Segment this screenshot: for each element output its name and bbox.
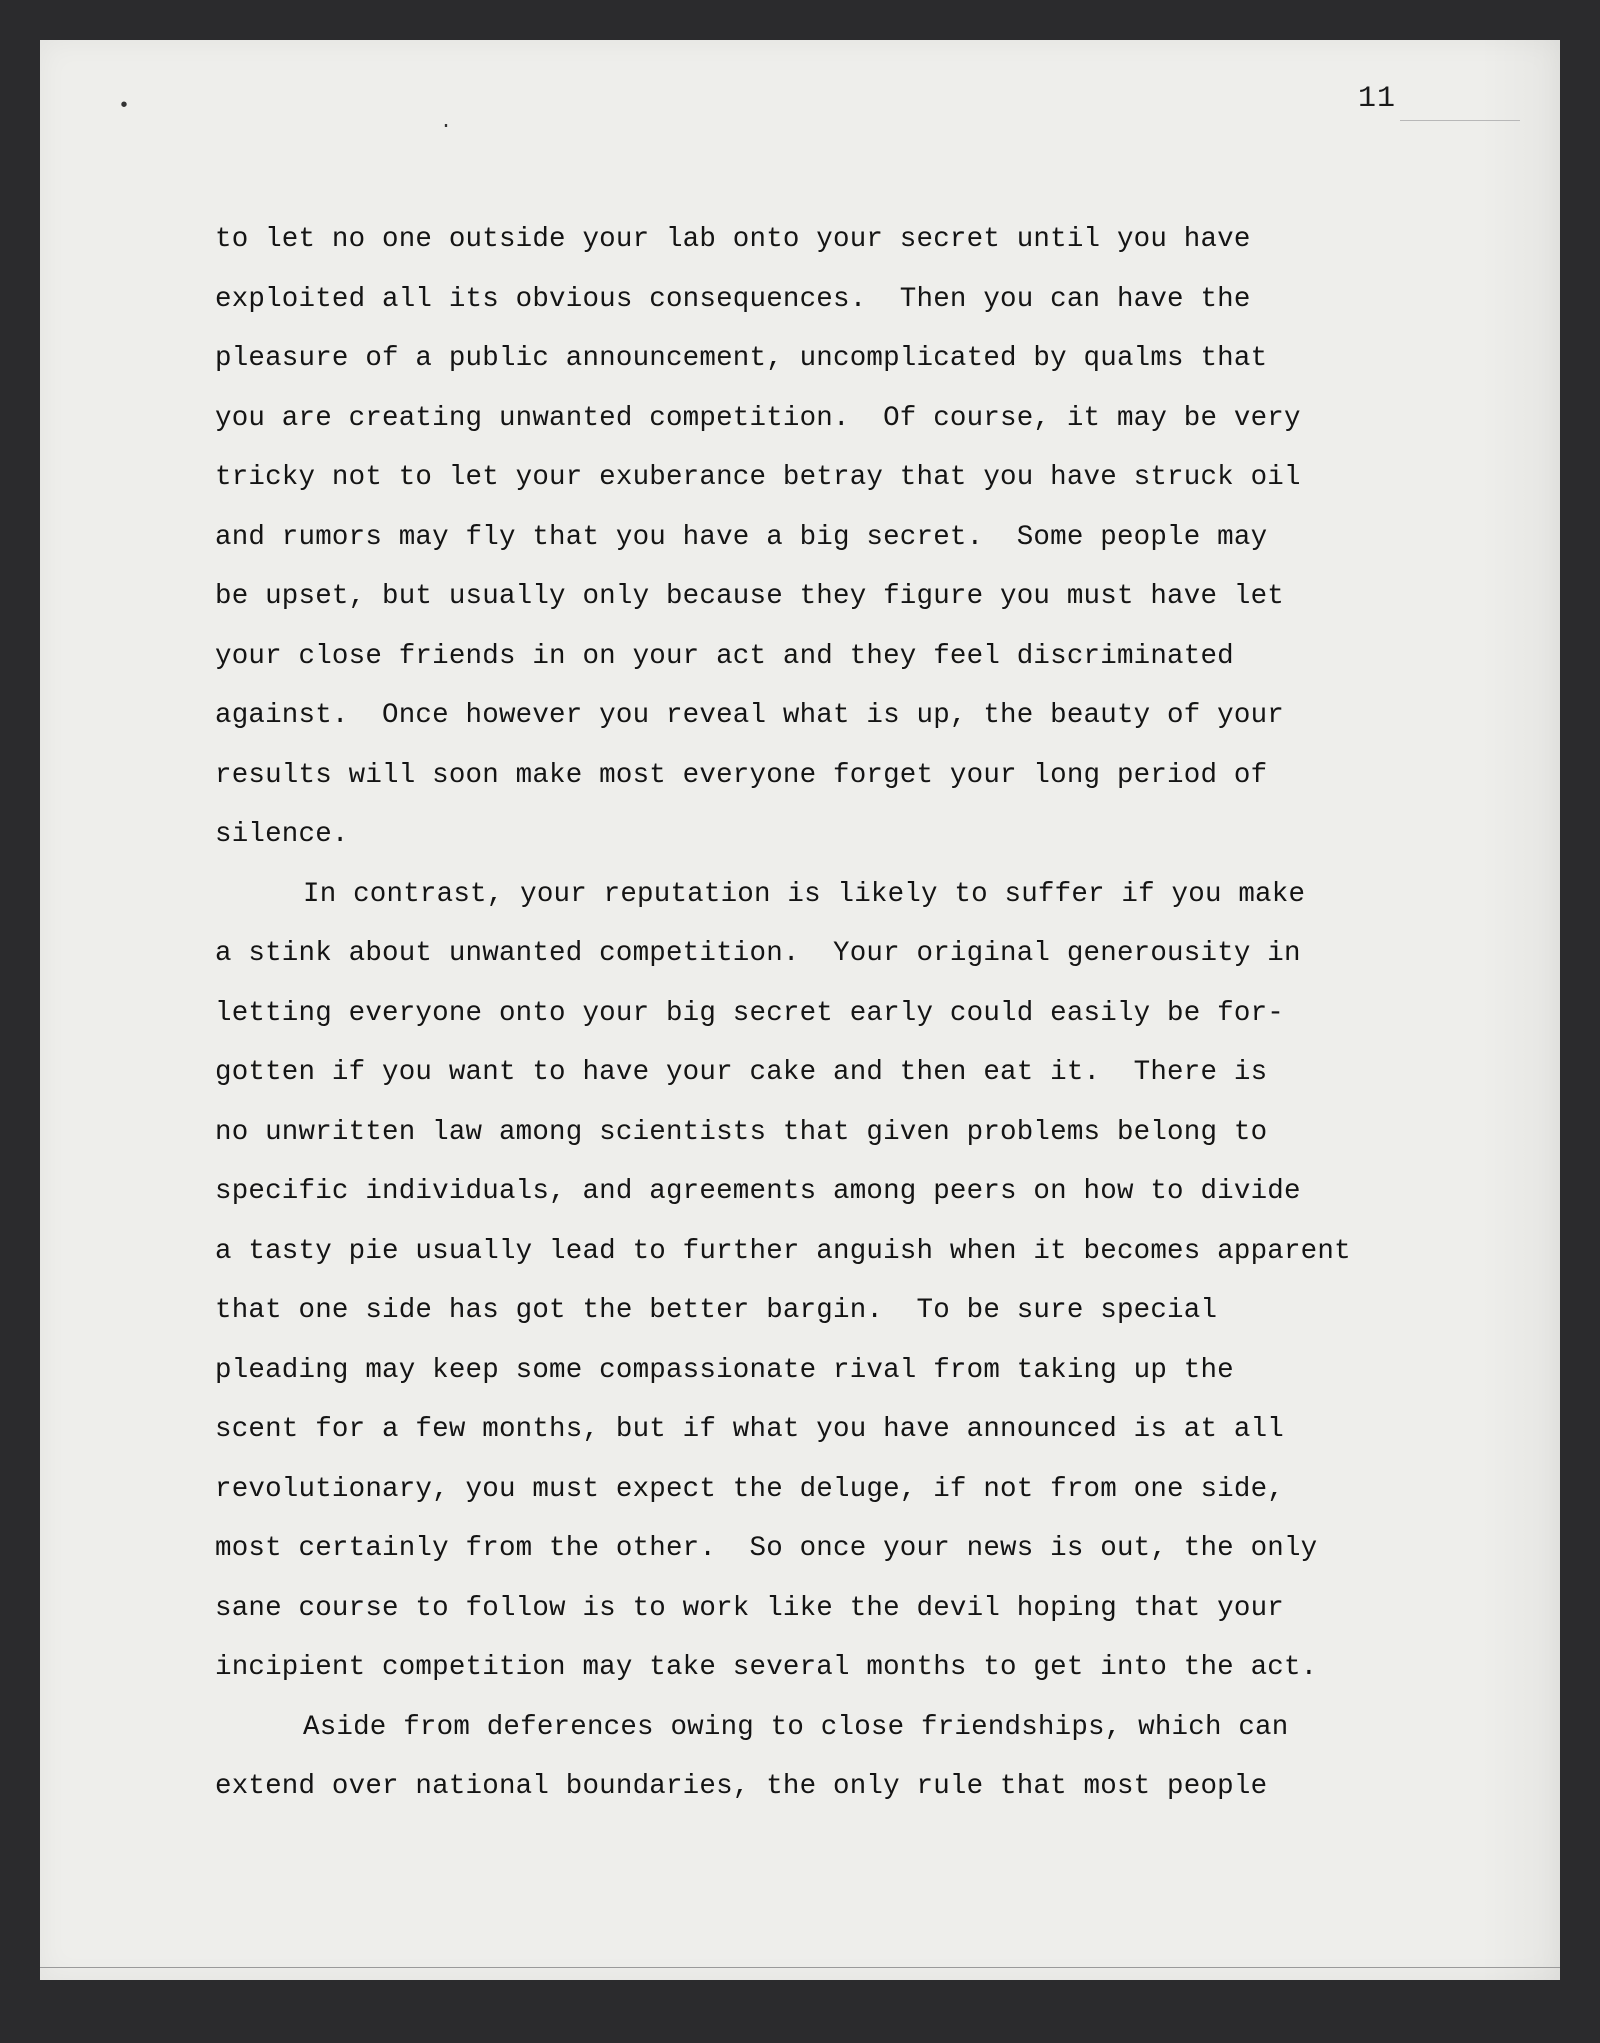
stray-mark: ·	[440, 115, 453, 138]
paragraph-2	[215, 865, 1475, 1698]
text-line: a stink about unwanted competition. Your original generousity in	[215, 938, 1301, 969]
page-bottom-edge	[40, 1967, 1560, 1968]
text-line: your close friends in on your act and they feel discriminated	[215, 640, 1234, 672]
text-line: and rumors may fly that you have a big secret. Some people may	[215, 521, 1268, 553]
text-line: revolutionary, you must expect the deluge, if not from one side,	[215, 1473, 1284, 1505]
text-line: sane course to follow is to work like the devil hoping that your	[215, 1592, 1284, 1624]
stray-mark: •	[118, 95, 131, 118]
text-line: pleading may keep some compassionate rival from taking up the	[215, 1354, 1234, 1386]
text-line: most certainly from the other. So once your news is out, the only	[215, 1533, 1318, 1564]
typewritten-page	[40, 40, 1560, 1980]
text-line: results will soon make most everyone forget your long period of	[215, 759, 1268, 791]
text-line: scent for a few months, but if what you have announced is at all	[215, 1414, 1284, 1445]
text-line: extend over national boundaries, the only rule that most people	[215, 1771, 1268, 1802]
paragraph-3	[215, 1698, 1475, 1817]
text-line: a tasty pie usually lead to further anguish when it becomes apparent	[215, 1235, 1351, 1267]
text-line: tricky not to let your exuberance betray that you have struck oil	[215, 462, 1301, 493]
text-line: incipient competition may take several months to get into the act.	[215, 1652, 1318, 1683]
paragraph-1	[215, 210, 1475, 865]
text-line: gotten if you want to have your cake and then eat it. There is	[215, 1057, 1268, 1088]
text-line: be upset, but usually only because they figure you must have let	[215, 581, 1284, 612]
text-line: Aside from deferences owing to close friendships, which can	[303, 1711, 1289, 1743]
text-line: specific individuals, and agreements among peers on how to divide	[215, 1176, 1301, 1207]
text-line: pleasure of a public announcement, uncomplicated by qualms that	[215, 343, 1268, 374]
page-number-rule	[1400, 120, 1520, 121]
text-line: that one side has got the better bargin. To be sure special	[215, 1295, 1218, 1326]
text-line: you are creating unwanted competition. Of course, it may be very	[215, 402, 1301, 434]
text-line: exploited all its obvious consequences. Then you can have the	[215, 283, 1251, 315]
text-line: letting everyone onto your big secret early could easily be for-	[215, 997, 1284, 1029]
text-line: no unwritten law among scientists that given problems belong to	[215, 1116, 1268, 1148]
text-line: against. Once however you reveal what is up, the beauty of your	[215, 700, 1284, 731]
body-text	[215, 210, 1475, 1817]
text-line: In contrast, your reputation is likely to suffer if you make	[303, 878, 1306, 910]
page-number: 11	[1358, 82, 1397, 116]
text-line: silence.	[215, 819, 349, 850]
text-line: to let no one outside your lab onto your secret until you have	[215, 224, 1251, 255]
page-edge-shading	[1480, 40, 1560, 1980]
